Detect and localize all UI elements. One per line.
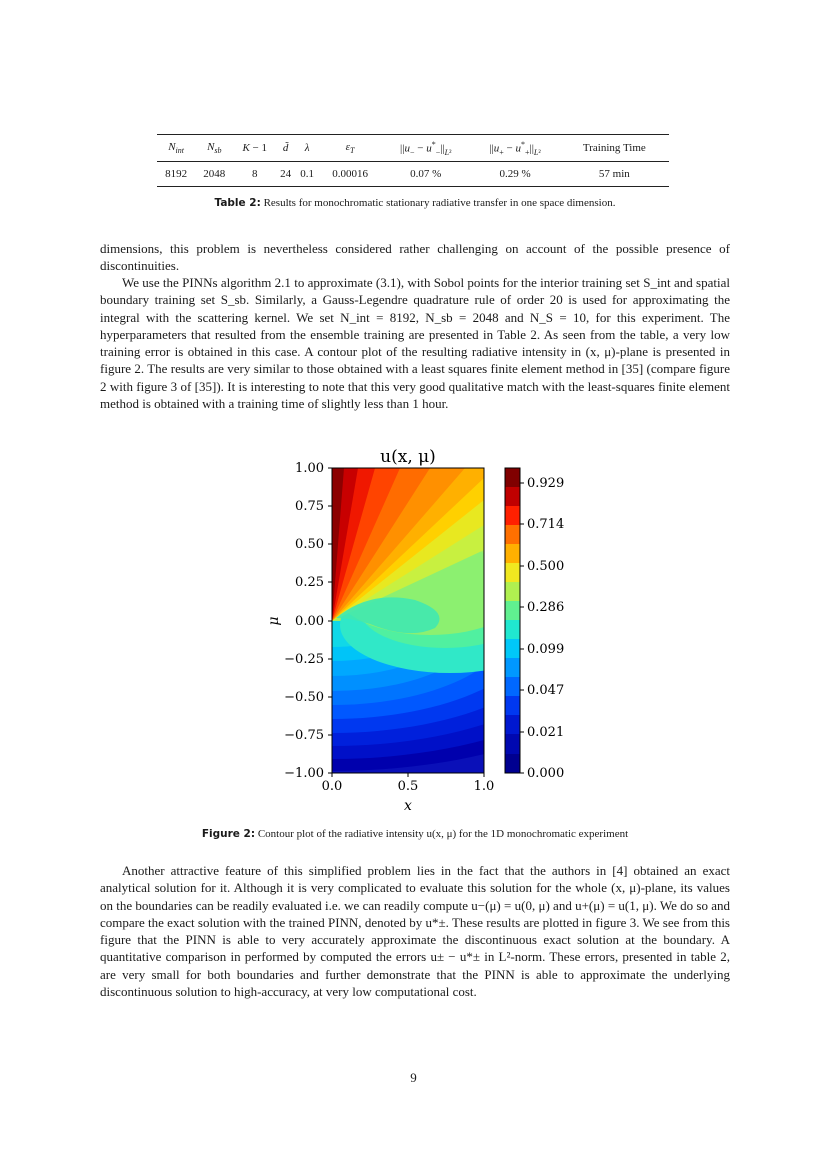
y-tick-label: 0.25	[295, 575, 324, 590]
header-err-plus: $||u_+ - u^*_+||_{L^2}$	[470, 135, 559, 162]
y-tick-label: 0.75	[295, 499, 324, 514]
cell-d-tilde: 24	[276, 162, 295, 187]
cell-err-minus: 0.07 %	[381, 162, 470, 187]
colorbar-tick: 0.000	[527, 766, 565, 781]
figure-caption-text: Contour plot of the radiative intensity u(x, μ) for the 1D monochromatic experiment	[257, 828, 629, 840]
cell-training-time: 57 min	[560, 162, 669, 187]
header-k: K − 1	[233, 135, 276, 162]
colorbar-tick: 0.099	[527, 642, 565, 657]
y-tick-label: −0.50	[284, 690, 324, 705]
paragraph-3: Another attractive feature of this simplified problem lies in the fact that the authors in [4] obtained an exact analytical solution for it. Although it is very complicated to evaluate this solution for the whole (x, μ)-plane, its values on the boundaries can be readily evaluated i.e. we can readily compute u−(μ) = u(0, μ) and u+(μ) = u(1, μ). We do so and compare the exact solution with the trained PINN, denoted by u*±. These results are plotted in figure 3. We see from this figure that the PINN is able to very accurately approximate the discontinuous exact solution at the boundary. A quantitative comparison in performed by computed the errors u± − u*± in L²-norm. These errors, presented in table 2, are very small for both boundaries and further demonstrate that the PINN is able to approximate the underlying discontinuous solution to high-accuracy, at very low computational cost.	[100, 863, 730, 1000]
plot-title: u(x, μ)	[380, 447, 436, 467]
paragraph-1: dimensions, this problem is nevertheless considered rather challenging on account of the possible presence of discontinuities.	[100, 241, 730, 274]
cell-eps: 0.00016	[319, 162, 381, 187]
table-row	[157, 162, 669, 187]
header-n-sb: $N_{sb}$	[195, 135, 233, 162]
paragraph-2: We use the PINNs algorithm 2.1 to approximate (3.1), with Sobol points for the interior training set S_int and spatial boundary training set S_sb. Similarly, a Gauss-Legendre quadrature rule of order 20 is used for approximating the integral with the scattering kernel. We set N_int = 8192, N_sb = 2048 and N_S = 10, for this experiment. The hyperparameters that resulted from the ensemble training are presented in Table 2. As seen from the table, a very low training error is obtained in this case. A contour plot of the resulting radiative intensity in (x, μ)-plane is presented in figure 2. The results are very similar to those obtained with a least squares finite element method in [35] (compare figure 2 with figure 3 of [35]). It is interesting to note that this very good qualitative match with the least-squares finite element method is obtained with a training time of slightly less than 1 hour.	[100, 275, 730, 412]
header-n-int: $N_{int}$	[157, 135, 195, 162]
table-caption-label: Table 2:	[214, 197, 261, 209]
colorbar-tick: 0.929	[527, 476, 565, 491]
figure-caption-label: Figure 2:	[201, 828, 256, 840]
y-tick-label: −0.25	[284, 652, 324, 667]
colorbar-tick: 0.021	[527, 725, 565, 740]
y-tick-label: 1.00	[295, 461, 324, 476]
y-tick-label: 0.50	[295, 537, 324, 552]
y-tick-label: −0.75	[284, 728, 324, 743]
y-axis-label: μ	[266, 616, 282, 626]
header-d-tilde: d̃	[276, 135, 295, 162]
results-table	[157, 134, 669, 187]
x-axis-label: x	[404, 798, 412, 814]
x-tick-label: 1.0	[473, 779, 495, 794]
y-axis	[284, 461, 332, 781]
colorbar-tick: 0.714	[527, 517, 565, 532]
colorbar-tick: 0.047	[527, 683, 565, 698]
header-err-minus: $||u_- - u^*_-||_{L^2}$	[381, 135, 470, 162]
x-tick-label: 0.5	[397, 779, 419, 794]
table-header-row	[157, 135, 669, 162]
cell-k: 8	[233, 162, 276, 187]
cell-n-int: 8192	[157, 162, 195, 187]
x-axis	[322, 773, 495, 794]
cell-err-plus: 0.29 %	[470, 162, 559, 187]
table-caption-text: Results for monochromatic stationary radiative transfer in one space dimension.	[263, 197, 616, 209]
colorbar-tick: 0.500	[527, 559, 565, 574]
y-tick-label: −1.00	[284, 766, 324, 781]
figure-caption	[100, 828, 730, 840]
colorbar-tick: 0.286	[527, 600, 565, 615]
colorbar	[505, 468, 564, 781]
cell-lambda: 0.1	[295, 162, 319, 187]
cell-n-sb: 2048	[195, 162, 233, 187]
contour-figure	[250, 440, 580, 820]
table-caption	[100, 197, 730, 209]
header-eps: $\varepsilon_T$	[319, 135, 381, 162]
x-tick-label: 0.0	[321, 779, 343, 794]
header-lambda: λ	[295, 135, 319, 162]
y-tick-label: 0.00	[295, 614, 324, 629]
page-number: 9	[410, 1070, 417, 1085]
header-training-time: Training Time	[560, 135, 669, 162]
